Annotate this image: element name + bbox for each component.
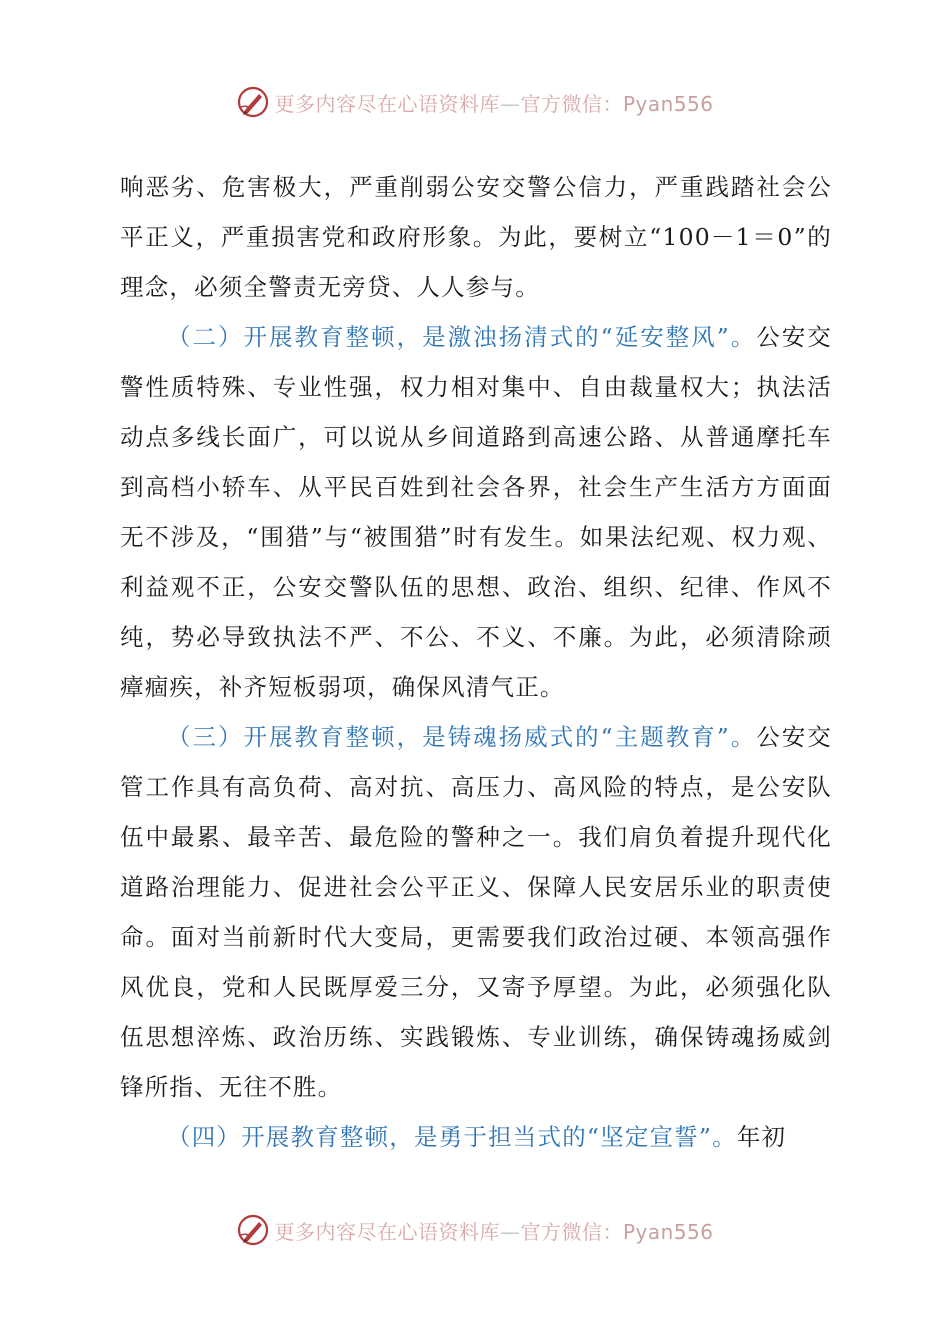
paragraph-text: 响恶劣、危害极大，严重削弱公安交警公信力，严重践踏社会公平正义，严重损害党和政府形象。为此，要树立“100－1＝0”的理念，必须全警责无旁贷、人人参与。 <box>120 173 832 301</box>
pen-logo-icon <box>236 85 270 119</box>
header-wechat-label: 官方微信： <box>520 91 623 116</box>
pen-logo-icon <box>236 1213 270 1247</box>
paragraph-section-2 <box>120 312 832 712</box>
footer-wechat-id: Pyan556 <box>622 1219 714 1244</box>
footer-site-text: 更多内容尽在心语资料库 <box>274 1219 500 1244</box>
document-body <box>120 162 832 1162</box>
section-heading: （四）开展教育整顿，是勇于担当式的“坚定宣誓”。 <box>167 1123 737 1151</box>
paragraph-text: 公安交警性质特殊、专业性强，权力相对集中、自由裁量权大；执法活动点多线长面广，可以说从乡间道路到高速公路、从普通摩托车到高档小轿车、从平民百姓到社会各界，社会生产生活方方面面无不涉及，“围猎”与“被围猎”时有发生。如果法纪观、权力观、利益观不正，公安交警队伍的思想、政治、组织、纪律、作风不纯，势必导致执法不严、不公、不义、不廉。为此，必须清除顽瘴痼疾，补齐短板弱项，确保风清气正。 <box>120 323 833 701</box>
section-heading: （三）开展教育整顿，是铸魂扬威式的“主题教育”。 <box>167 723 757 751</box>
header-wechat-id: Pyan556 <box>622 91 714 116</box>
paragraph-text: 公安交管工作具有高负荷、高对抗、高压力、高风险的特点，是公安队伍中最累、最辛苦、最危险的警种之一。我们肩负着提升现代化道路治理能力、促进社会公平正义、保障人民安居乐业的职责使命。面对当前新时代大变局，更需要我们政治过硬、本领高强作风优良，党和人民既厚爱三分，又寄予厚望。为此，必须强化队伍思想淬炼、政治历练、实践锻炼、专业训练，确保铸魂扬威剑锋所指、无往不胜。 <box>120 723 833 1101</box>
header-separator: — <box>499 91 521 116</box>
paragraph-text: 年初 <box>736 1123 787 1151</box>
paragraph-continuation <box>120 162 832 312</box>
paragraph-section-4 <box>120 1112 832 1162</box>
footer-wechat-label: 官方微信： <box>520 1219 623 1244</box>
header-banner <box>0 82 950 122</box>
footer-separator: — <box>499 1219 521 1244</box>
section-heading: （二）开展教育整顿，是激浊扬清式的“延安整风”。 <box>167 323 757 351</box>
header-banner-text <box>274 88 713 117</box>
paragraph-section-3 <box>120 712 832 1112</box>
footer-banner-text <box>274 1216 713 1245</box>
footer-banner <box>0 1210 950 1250</box>
header-site-text: 更多内容尽在心语资料库 <box>274 91 500 116</box>
